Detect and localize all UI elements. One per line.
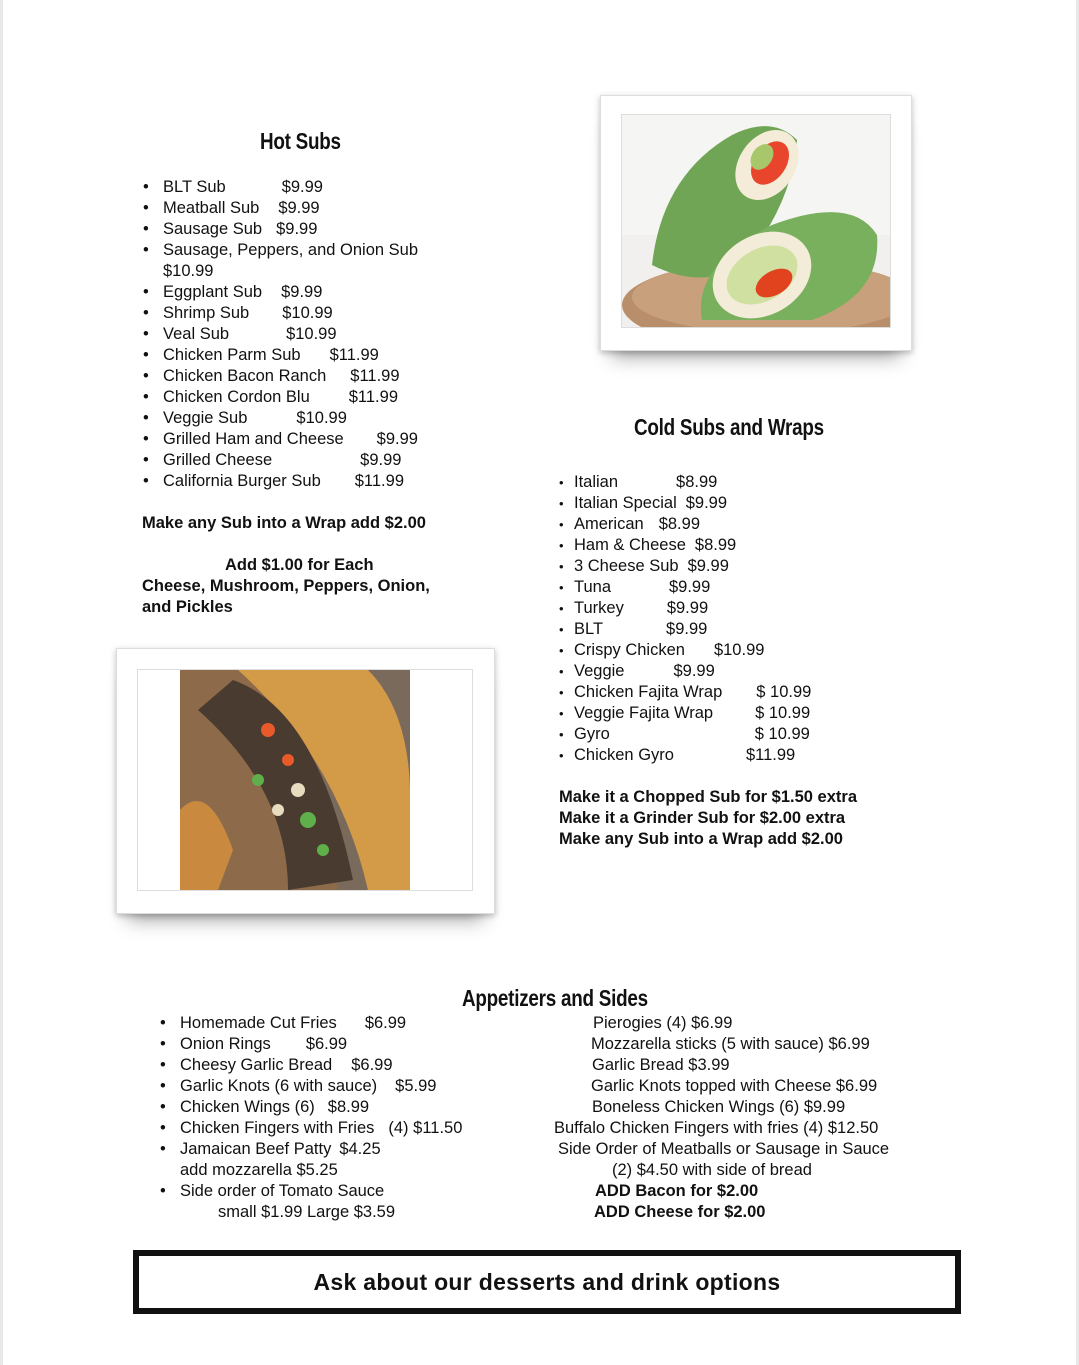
menu-item (160, 1034, 462, 1055)
item-price: $ 10.99 (756, 683, 812, 701)
wrap-note: Make any Sub into a Wrap add $2.00 (142, 514, 426, 532)
item-name: BLT Sub (163, 178, 226, 196)
item-price: $6.99 (305, 1035, 348, 1053)
menu-item (559, 493, 811, 514)
item-price: $6.99 (351, 1056, 393, 1074)
item-name: Turkey (574, 599, 624, 617)
desserts-banner (133, 1250, 961, 1314)
menu-item (143, 429, 418, 450)
menu-item (559, 619, 811, 640)
grinder-note: Make it a Grinder Sub for $2.00 extra (559, 809, 846, 827)
hot-subs-title: Hot Subs (260, 128, 341, 154)
item-price: $10.99 (713, 641, 765, 659)
add-bacon: ADD Bacon for $2.00 (595, 1182, 759, 1200)
menu-item (143, 240, 418, 282)
item-price: (4) $11.50 (388, 1119, 463, 1137)
menu-item (559, 577, 811, 598)
sub-photo (137, 669, 473, 891)
app-right-6: Buffalo Chicken Fingers with fries (4) $12.50 (554, 1119, 879, 1137)
item-name: Italian (574, 473, 619, 491)
app-right-8: (2) $4.50 with side of bread (612, 1161, 812, 1179)
menu-item (559, 640, 811, 661)
item-price: $5.99 (395, 1077, 437, 1095)
menu-item (559, 745, 811, 766)
menu-item (160, 1181, 462, 1223)
menu-item (143, 219, 418, 240)
appetizers-left-list (160, 1013, 462, 1223)
banner-text: Ask about our desserts and drink options (139, 1256, 955, 1308)
menu-item (143, 387, 418, 408)
item-price: $8.99 (694, 536, 737, 554)
menu-item (143, 324, 418, 345)
item-price: $8.99 (676, 473, 718, 491)
item-price: $10.99 (296, 409, 347, 427)
item-price: $11.99 (354, 472, 404, 490)
item-name: Tuna (574, 578, 611, 596)
app-right-1: Pierogies (4) $6.99 (593, 1014, 733, 1032)
menu-item (160, 1139, 462, 1181)
item-name: Garlic Knots (6 with sauce) (180, 1077, 378, 1095)
menu-item (143, 345, 418, 366)
item-price: $11.99 (348, 388, 398, 406)
addon-line-3: and Pickles (142, 598, 233, 616)
menu-item (559, 724, 811, 745)
menu-item (160, 1055, 462, 1076)
item-name: Onion Rings (180, 1035, 271, 1053)
menu-item (559, 556, 811, 577)
item-price: $9.99 (669, 578, 711, 596)
item-price: $9.99 (687, 557, 729, 575)
item-price: $11.99 (745, 746, 796, 764)
wrap-note-2: Make any Sub into a Wrap add $2.00 (559, 830, 843, 848)
item-price: $8.99 (327, 1098, 370, 1116)
item-price: $10.99 (163, 262, 214, 280)
menu-item (559, 472, 811, 493)
wrap-photo-frame (600, 95, 912, 351)
cold-subs-list (559, 472, 811, 766)
item-name: Grilled Cheese (163, 451, 273, 469)
menu-item (559, 703, 811, 724)
menu-item (143, 198, 418, 219)
app-right-5: Boneless Chicken Wings (6) $9.99 (592, 1098, 846, 1116)
item-name: Gyro (574, 725, 610, 743)
item-price: $4.25 (339, 1140, 381, 1158)
item-price: $9.99 (278, 199, 320, 217)
item-name: Veggie (574, 662, 625, 680)
menu-item (160, 1118, 462, 1139)
item-name: Chicken Bacon Ranch (163, 367, 327, 385)
item-price: $9.99 (281, 178, 323, 196)
item-name: Chicken Fajita Wrap (574, 683, 723, 701)
item-subline: add mozzarella $5.25 (180, 1161, 338, 1179)
item-price: $10.99 (282, 304, 333, 322)
item-name: 3 Cheese Sub (574, 557, 679, 575)
app-right-2: Mozzarella sticks (5 with sauce) $6.99 (591, 1035, 870, 1053)
app-right-4: Garlic Knots topped with Cheese $6.99 (591, 1077, 878, 1095)
item-name: American (574, 515, 644, 533)
menu-item (143, 366, 418, 387)
chopped-note: Make it a Chopped Sub for $1.50 extra (559, 788, 857, 806)
item-price: $9.99 (281, 283, 323, 301)
menu-item (143, 177, 418, 198)
app-right-3: Garlic Bread $3.99 (592, 1056, 730, 1074)
item-price: $6.99 (364, 1014, 407, 1032)
item-name: Veggie Fajita Wrap (574, 704, 714, 722)
item-name: Sausage Sub (163, 220, 263, 238)
hot-subs-list (143, 177, 418, 492)
item-price: $9.99 (276, 220, 318, 238)
menu-item (143, 303, 418, 324)
appetizers-right-list (551, 1013, 921, 1223)
item-name: BLT (574, 620, 604, 638)
menu-item (160, 1097, 462, 1118)
addon-line-1: Add $1.00 for Each (225, 556, 374, 574)
item-subline: small $1.99 Large $3.59 (218, 1203, 396, 1221)
item-name: Shrimp Sub (163, 304, 250, 322)
item-price: $9.99 (685, 494, 728, 512)
item-name: California Burger Sub (163, 472, 321, 490)
item-price: $11.99 (329, 346, 379, 364)
item-name: Eggplant Sub (163, 283, 263, 301)
item-name: Cheesy Garlic Bread (180, 1056, 333, 1074)
menu-item (559, 682, 811, 703)
item-price: $9.99 (360, 451, 402, 469)
cold-subs-title: Cold Subs and Wraps (634, 414, 824, 440)
menu-item (143, 282, 418, 303)
item-name: Chicken Fingers with Fries (180, 1119, 375, 1137)
item-name: Homemade Cut Fries (180, 1014, 337, 1032)
item-price: $8.99 (658, 515, 700, 533)
addon-line-2: Cheese, Mushroom, Peppers, Onion, (142, 577, 430, 595)
item-name: Side order of Tomato Sauce (180, 1182, 385, 1200)
item-name: Veggie Sub (163, 409, 248, 427)
menu-item (143, 408, 418, 429)
item-name: Grilled Ham and Cheese (163, 430, 344, 448)
menu-item (559, 535, 811, 556)
add-cheese: ADD Cheese for $2.00 (594, 1203, 766, 1221)
item-name: Crispy Chicken (574, 641, 685, 659)
item-name: Italian Special (574, 494, 677, 512)
sub-photo-frame (116, 648, 495, 914)
item-price: $11.99 (350, 367, 400, 385)
menu-item (160, 1076, 462, 1097)
item-name: Chicken Cordon Blu (163, 388, 310, 406)
item-name: Ham & Cheese (574, 536, 686, 554)
item-price: $9.99 (376, 430, 418, 448)
item-name: Chicken Wings (6) (180, 1098, 315, 1116)
item-price: $9.99 (666, 620, 708, 638)
item-price: $10.99 (286, 325, 337, 343)
item-name: Chicken Parm Sub (163, 346, 301, 364)
item-price: $9.99 (673, 662, 715, 680)
menu-item (143, 471, 418, 492)
app-right-7: Side Order of Meatballs or Sausage in Sauce (558, 1140, 890, 1158)
item-name: Jamaican Beef Patty (180, 1140, 332, 1158)
appetizers-title: Appetizers and Sides (462, 985, 648, 1011)
item-name: Meatball Sub (163, 199, 260, 217)
item-name: Sausage, Peppers, and Onion Sub (163, 241, 419, 259)
item-price: $9.99 (666, 599, 709, 617)
menu-item (559, 598, 811, 619)
item-price: $ 10.99 (755, 704, 811, 722)
menu-item (160, 1013, 462, 1034)
menu-item (559, 514, 811, 535)
item-name: Chicken Gyro (574, 746, 674, 764)
item-price: $ 10.99 (754, 725, 810, 743)
menu-item (559, 661, 811, 682)
wrap-photo (621, 114, 891, 328)
item-name: Veal Sub (163, 325, 230, 343)
menu-item (143, 450, 418, 471)
